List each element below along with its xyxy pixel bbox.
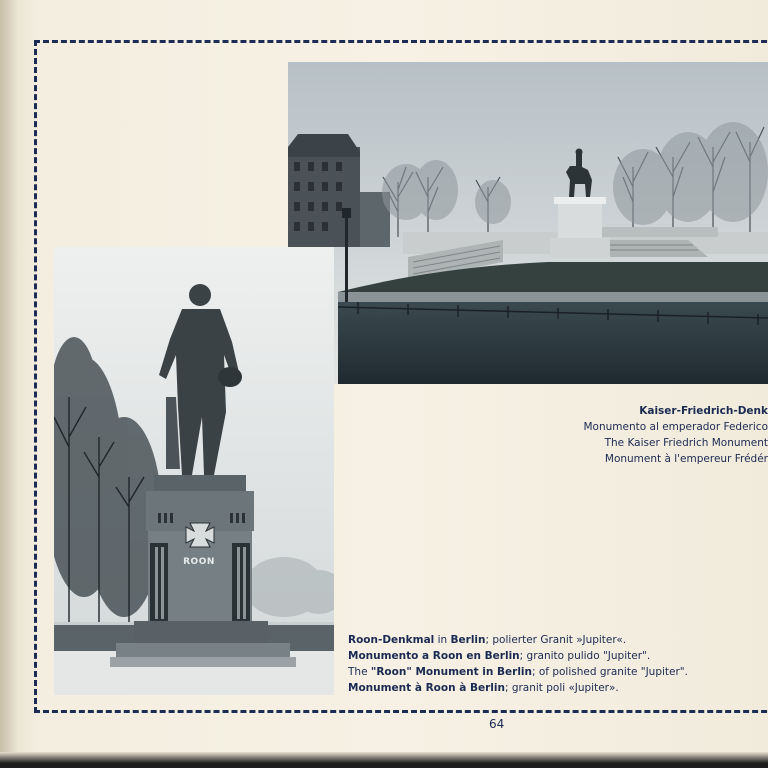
kaiser-caption-german: Kaiser-Friedrich-Denk [639,405,768,417]
roon-photo-drawing [54,247,334,695]
roon-monument-photo [54,247,334,695]
roon-caption-english-title: "Roon" Monument in Berlin [370,666,532,678]
roon-caption-english-material: ; of polished granite "Jupiter". [532,666,688,678]
roon-caption-french-material: ; granit poli «Jupiter». [504,682,619,694]
roon-caption-english-pre: The [348,666,371,678]
roon-caption-spanish [348,648,688,664]
roon-caption-german-city: Berlin [450,634,486,646]
roon-caption-french-title: Monument à Roon à Berlin [348,682,505,694]
roon-caption-french [348,680,688,696]
roon-monument-caption [348,632,688,696]
spine-shadow [0,0,18,768]
kaiser-caption-english: The Kaiser Friedrich Monument [604,437,768,449]
roon-caption-german [348,632,688,648]
page-number: 64 [489,717,505,731]
kaiser-caption-french: Monument à l'empereur Frédér [604,453,768,465]
roon-caption-english [348,664,688,680]
kaiser-friedrich-monument-photo [288,62,768,384]
kaiser-friedrich-caption [584,403,768,467]
roon-caption-german-title: Roon-Denkmal [348,634,435,646]
roon-caption-spanish-material: ; granito pulido "Jupiter". [519,650,651,662]
roon-plinth-inscription: ROON [183,557,215,567]
page-bottom-edge [0,752,768,768]
roon-caption-spanish-title: Monumento a Roon en Berlin [348,650,520,662]
roon-caption-german-mid: in [434,634,451,646]
kaiser-photo-drawing [288,62,768,384]
roon-caption-german-material: ; polierter Granit »Jupiter«. [485,634,627,646]
kaiser-caption-spanish: Monumento al emperador Federico [583,421,768,433]
